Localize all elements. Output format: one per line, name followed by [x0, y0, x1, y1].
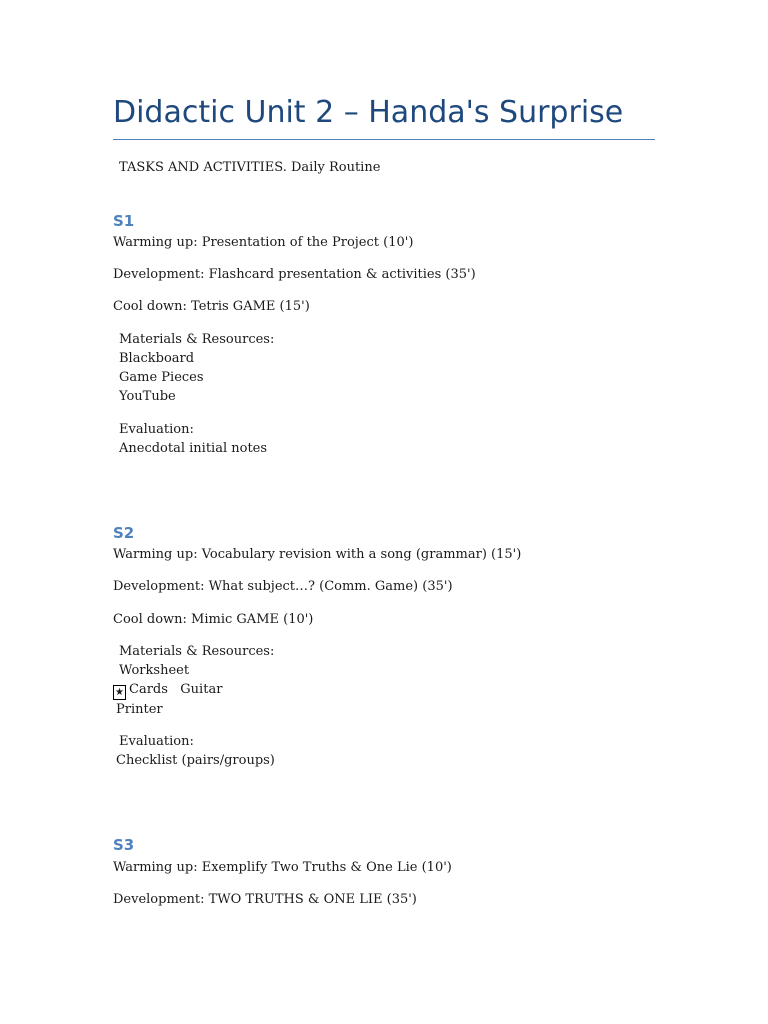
- s1-material-item: Blackboard: [119, 351, 195, 366]
- s2-material-item: Printer: [116, 702, 163, 717]
- star-checkbox-icon: ★: [113, 685, 126, 700]
- s2-cool-down: Cool down: Mimic GAME (10'): [113, 612, 314, 627]
- s1-material-item: YouTube: [119, 389, 176, 404]
- s1-cool-down: Cool down: Tetris GAME (15'): [113, 299, 310, 314]
- section-subtitle: TASKS AND ACTIVITIES. Daily Routine: [119, 160, 381, 175]
- s1-evaluation-label: Evaluation:: [119, 422, 194, 437]
- s2-warming-up: Warming up: Vocabulary revision with a song (grammar) (15'): [113, 547, 522, 562]
- s2-evaluation-label: Evaluation:: [119, 734, 194, 749]
- s2-material-item: Cards Guitar: [129, 682, 223, 697]
- session-heading-s3: S3: [113, 836, 135, 854]
- s1-evaluation-value: Anecdotal initial notes: [119, 441, 268, 456]
- s1-material-item: Game Pieces: [119, 370, 204, 385]
- s3-development: Development: TWO TRUTHS & ONE LIE (35'): [113, 892, 417, 907]
- document-title: Didactic Unit 2 – Handa's Surprise: [113, 95, 624, 130]
- s2-evaluation-value: Checklist (pairs/groups): [116, 753, 275, 768]
- session-heading-s1: S1: [113, 212, 135, 230]
- s1-development: Development: Flashcard presentation & activities (35'): [113, 267, 476, 282]
- s2-materials-label: Materials & Resources:: [119, 644, 275, 659]
- s3-warming-up: Warming up: Exemplify Two Truths & One Lie (10'): [113, 860, 452, 875]
- s2-material-item: Worksheet: [119, 663, 190, 678]
- s1-warming-up: Warming up: Presentation of the Project (10'): [113, 235, 414, 250]
- session-heading-s2: S2: [113, 524, 135, 542]
- s2-development: Development: What subject…? (Comm. Game) (35'): [113, 579, 453, 594]
- s2-material-item-row: [113, 681, 222, 700]
- title-underline: [113, 139, 655, 140]
- s1-materials-label: Materials & Resources:: [119, 332, 275, 347]
